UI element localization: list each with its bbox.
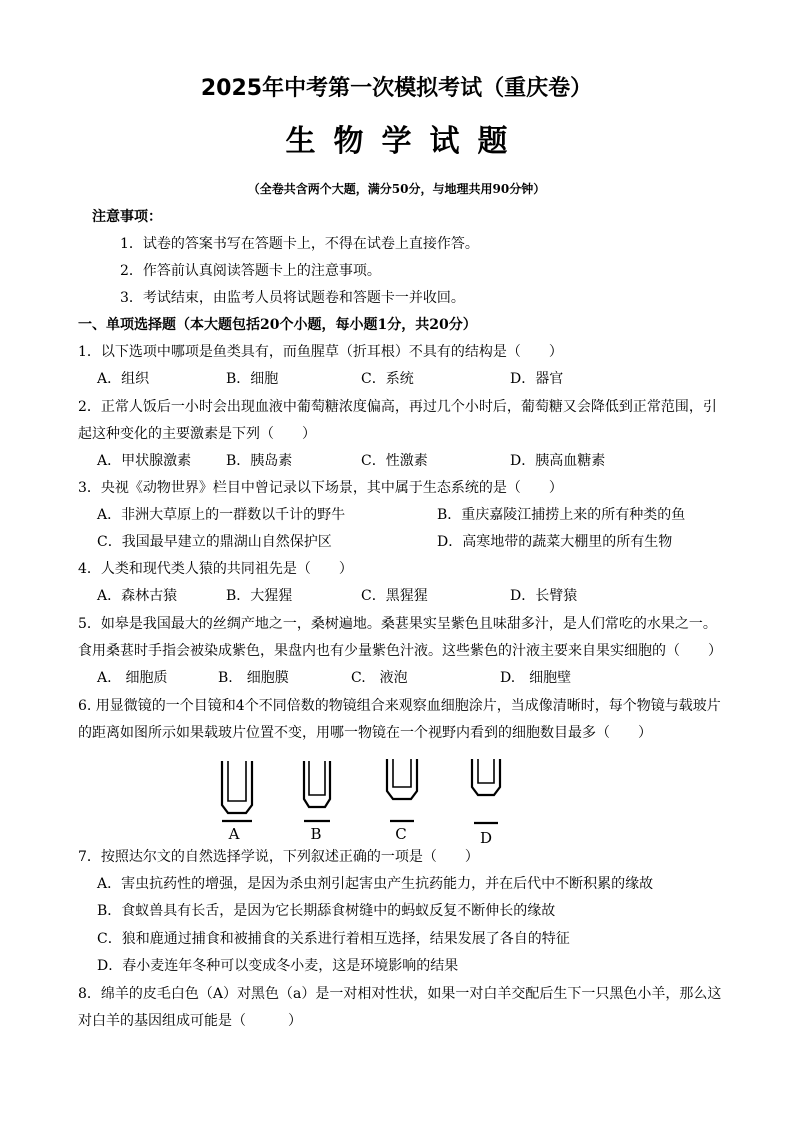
notes-heading: 注意事项： (92, 209, 162, 225)
option-c: C. 液泡 (351, 670, 408, 686)
option-c: C．黑猩猩 (361, 588, 428, 604)
option-b: B．胰岛素 (226, 453, 293, 469)
question-stem: 1．以下选项中哪项是鱼类具有，而鱼腥草（折耳根）不具有的结构是（ ） (78, 344, 563, 360)
figure-label-c: C (395, 825, 407, 843)
option-b: B．细胞 (226, 371, 279, 387)
option-c: C．系统 (361, 371, 414, 387)
exam-title: 2025年中考第一次模拟考试（重庆卷） (200, 76, 593, 101)
objective-lens-b (304, 761, 330, 807)
option-c: C．狼和鹿通过捕食和被捕食的关系进行着相互选择，结果发展了各自的特征 (97, 931, 570, 947)
objective-lens-c (387, 759, 417, 799)
option-c: C．性激素 (361, 453, 428, 469)
option-a: A．森林古猿 (97, 588, 178, 604)
option-a: A．非洲大草原上的一群数以千计的野牛 (97, 507, 346, 523)
option-a: A．组织 (97, 371, 150, 387)
note-item: 3．考试结束，由监考人员将试题卷和答题卡一并收回。 (120, 290, 465, 306)
question-stem: 2．正常人饭后一小时会出现血液中葡萄糖浓度偏高，再过几个小时后，葡萄糖又会降低到正常范围，引 (78, 399, 717, 415)
figure-label-d: D (479, 829, 493, 847)
note-item: 1．试卷的答案书写在答题卡上，不得在试卷上直接作答。 (120, 236, 479, 252)
option-b: B．大猩猩 (226, 588, 293, 604)
note-item: 2．作答前认真阅读答题卡上的注意事项。 (120, 263, 381, 279)
option-d: D．长臂猿 (510, 588, 578, 604)
option-d: D．高寒地带的蔬菜大棚里的所有生物 (437, 534, 673, 550)
option-c: C．我国最早建立的鼎湖山自然保护区 (97, 534, 332, 550)
exam-info: （全卷共含两个大题，满分50分，与地理共用90分钟） (247, 182, 546, 196)
objective-lens-figure (210, 755, 510, 850)
option-a: A．甲状腺激素 (97, 453, 192, 469)
question-stem: 3．央视《动物世界》栏目中曾记录以下场景，其中属于生态系统的是（ ） (78, 480, 563, 496)
question-stem: 4．人类和现代类人猿的共同祖先是（ ） (78, 561, 353, 577)
option-d: D. 细胞壁 (500, 670, 572, 686)
question-stem: 食用桑葚时手指会被染成紫色，果盘内也有少量紫色汁液。这些紫色的汁液主要来自果实细胞的（ ） (78, 643, 722, 659)
objective-lens-a (222, 761, 252, 813)
option-d: D．胰高血糖素 (510, 453, 606, 469)
option-b: B．食蚁兽具有长舌，是因为它长期舔食树缝中的蚂蚁反复不断伸长的缘故 (97, 903, 556, 919)
question-stem: 8．绵羊的皮毛白色（A）对黑色（a）是一对相对性状，如果一对白羊交配后生下一只黑色小羊，那么这 (78, 986, 722, 1002)
option-d: D．春小麦连年冬种可以变成冬小麦，这是环境影响的结果 (97, 958, 459, 974)
option-d: D．器官 (510, 371, 564, 387)
question-stem: 的距离如图所示如果载玻片位置不变，用哪一物镜在一个视野内看到的细胞数目最多（ ） (78, 725, 652, 741)
section-heading: 一、单项选择题（本大题包括20个小题，每小题1分，共20分） (78, 317, 477, 333)
option-a: A．害虫抗药性的增强，是因为杀虫剂引起害虫产生抗药能力，并在后代中不断积累的缘故 (97, 876, 654, 892)
question-stem: 起这种变化的主要激素是下列（ ） (78, 426, 316, 442)
option-b: B. 细胞膜 (218, 670, 289, 686)
figure-label-a: A (228, 825, 240, 843)
question-stem: 5．如皋是我国最大的丝绸产地之一，桑树遍地。桑葚果实呈紫色且味甜多汁，是人们常吃的水果之一。 (78, 616, 717, 632)
question-stem: 对白羊的基因组成可能是（ ） (78, 1013, 302, 1029)
figure-label-b: B (310, 825, 322, 843)
option-a: A. 细胞质 (97, 670, 168, 686)
question-stem: 7．按照达尔文的自然选择学说，下列叙述正确的一项是（ ） (78, 849, 479, 865)
subject-title: 生物学试题 (285, 124, 526, 159)
objective-lens-d (472, 759, 500, 795)
option-b: B．重庆嘉陵江捕捞上来的所有种类的鱼 (437, 507, 686, 523)
question-stem: 6. 用显微镜的一个目镜和4个不同倍数的物镜组合来观察血细胞涂片，当成像清晰时，每个物镜与载玻片 (78, 698, 721, 714)
